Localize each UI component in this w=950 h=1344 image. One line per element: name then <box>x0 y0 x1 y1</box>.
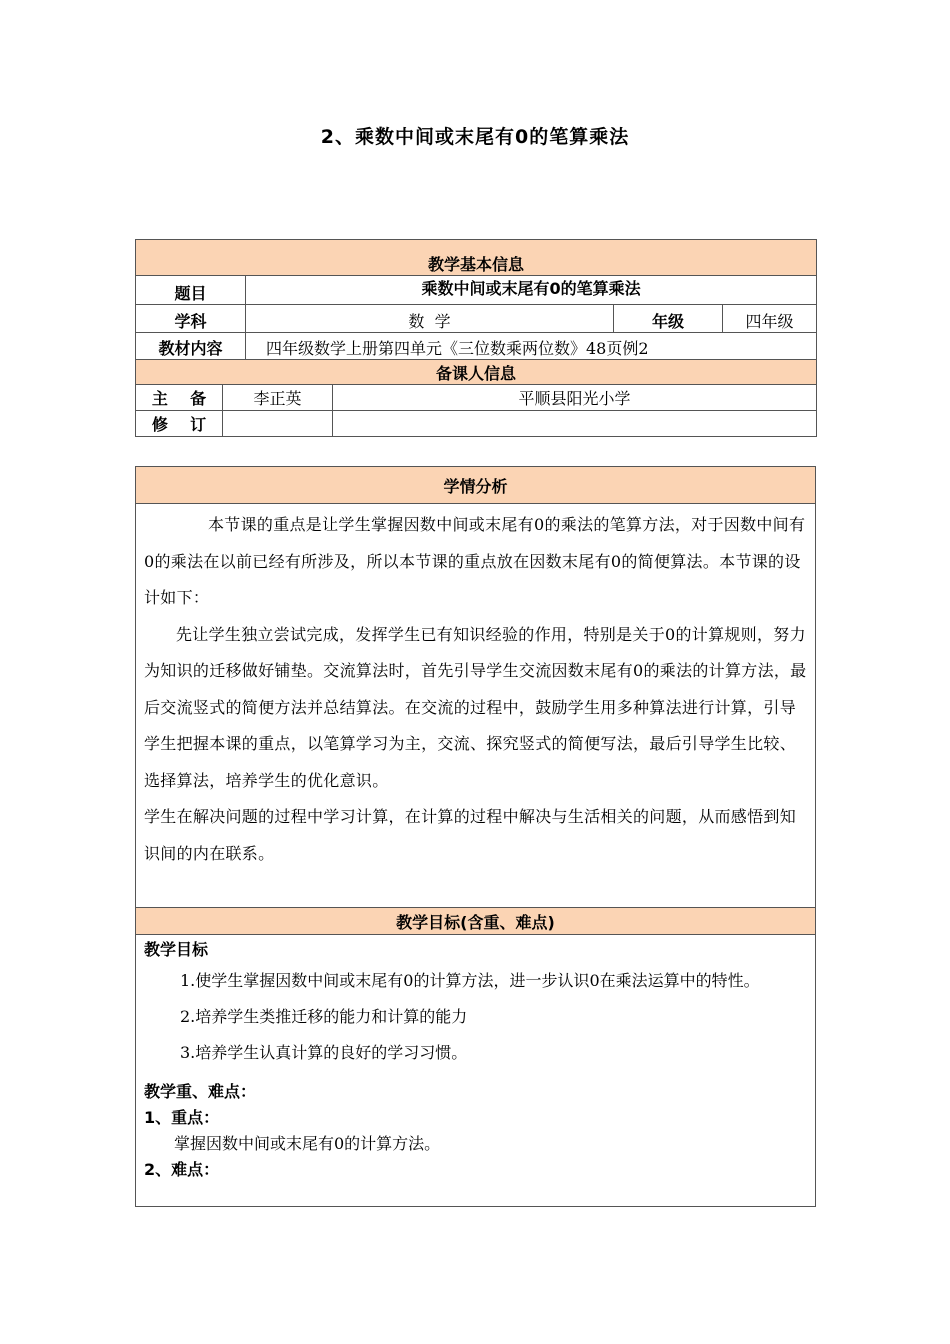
objectives-content <box>136 935 816 1207</box>
key-points-title: 教学重、难点： <box>144 1082 257 1101</box>
grade-label: 年级 <box>614 305 723 333</box>
analysis-paragraph: 学生在解决问题的过程中学习计算，在计算的过程中解决与生活相关的问题，从而感悟到知识间的内在联系。 <box>144 807 797 863</box>
goal-item: 2.培养学生类推迁移的能力和计算的能力 <box>180 1007 468 1026</box>
material-label: 教材内容 <box>136 333 246 360</box>
reviser-school <box>333 411 817 437</box>
goal-item: 1.使学生掌握因数中间或末尾有0的计算方法，进一步认识0在乘法运算中的特性。 <box>180 971 760 990</box>
topic-label: 题目 <box>136 276 246 305</box>
key-point-label: 1、重点： <box>144 1108 220 1127</box>
grade-value: 四年级 <box>723 305 817 333</box>
difficulty-label: 2、难点： <box>144 1160 220 1179</box>
material-value: 四年级数学上册第四单元《三位数乘两位数》48页例2 <box>246 333 817 360</box>
main-preparer-name: 李正英 <box>223 385 333 411</box>
analysis-paragraph: 先让学生独立尝试完成，发挥学生已有知识经验的作用，特别是关于0的计算规则，努力为知识的迁移做好铺垫。交流算法时，首先引导学生交流因数末尾有0的乘法的计算方法，最后交流竖式的简便方法并总结算法。在交流的过程中，鼓励学生用多种算法进行计算，引导学生把握本课的重点，以笔算学习为主，交流、探究竖式的简便写法，最后引导学生比较、选择算法，培养学生的优化意识。 <box>144 624 807 790</box>
main-preparer-school: 平顺县阳光小学 <box>333 385 817 411</box>
goals-title: 教学目标 <box>144 940 209 959</box>
goal-item: 3.培养学生认真计算的良好的学习习惯。 <box>180 1043 468 1062</box>
analysis-table <box>135 466 816 1207</box>
subject-value: 数 学 <box>246 305 614 333</box>
subject-label: 学科 <box>136 305 246 333</box>
preparer-info-header: 备课人信息 <box>136 360 817 385</box>
main-preparer-label: 主 备 <box>136 385 223 411</box>
analysis-paragraph: 本节课的重点是让学生掌握因数中间或末尾有0的乘法的笔算方法，对于因数中间有0的乘法在以前已经有所涉及，所以本节课的重点放在因数末尾有0的简便算法。本节课的设计如下： <box>144 515 806 607</box>
basic-info-table <box>135 239 817 437</box>
analysis-content <box>136 504 816 908</box>
basic-info-header: 教学基本信息 <box>136 240 817 276</box>
page-title: 2、乘数中间或末尾有0的笔算乘法 <box>320 126 630 148</box>
reviser-label: 修 订 <box>136 411 223 437</box>
topic-value: 乘数中间或末尾有0的笔算乘法 <box>246 276 817 305</box>
analysis-header: 学情分析 <box>136 467 816 504</box>
key-point-text: 掌握因数中间或末尾有0的计算方法。 <box>174 1134 441 1153</box>
reviser-name <box>223 411 333 437</box>
objectives-header: 教学目标(含重、难点) <box>136 908 816 935</box>
